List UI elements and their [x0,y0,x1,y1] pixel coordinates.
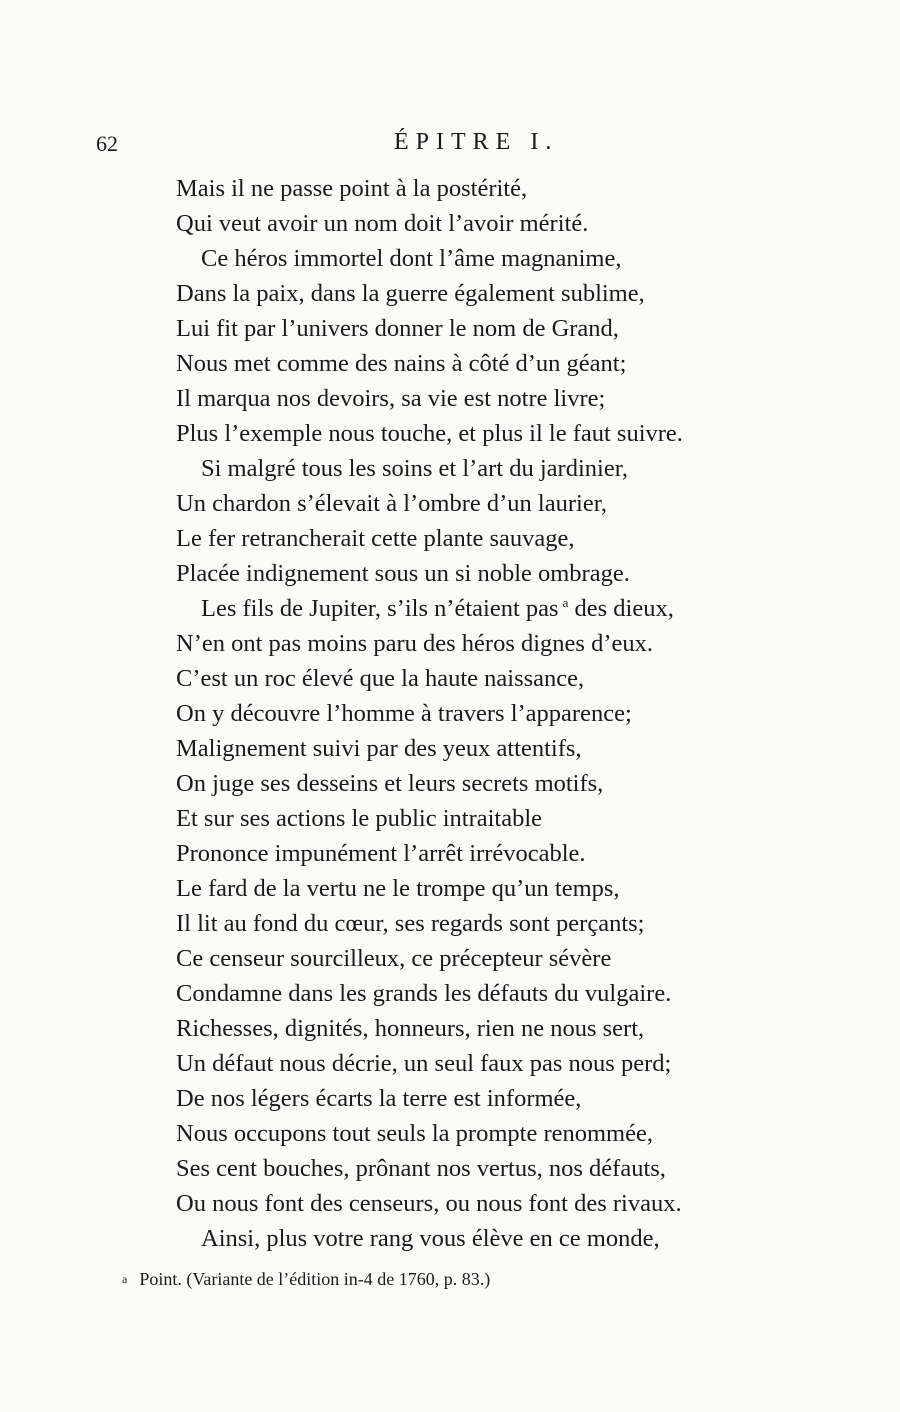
verse-line [176,1116,653,1151]
verse-line [201,451,628,486]
verse-line [176,906,644,941]
footnote-text: Point. (Variante de l’édition in-4 de 1760, p. 83.) [139,1269,491,1289]
verse-text: Ou nous font des censeurs, ou nous font des rivaux. [176,1190,682,1217]
verse-line [176,556,630,591]
verse-text: Un chardon s’élevait à l’ombre d’un laurier, [176,490,607,517]
verse-text: Ce héros immortel dont l’âme magnanime, [201,245,622,272]
verse-text-continued: des dieux, [568,595,674,622]
verse-text: Il marqua nos devoirs, sa vie est notre livre; [176,385,606,412]
verse-text: C’est un roc élevé que la haute naissance, [176,665,585,692]
verse-line [176,521,575,556]
verse-line [176,486,607,521]
verse-line [176,766,603,801]
verse-line [176,1151,666,1186]
verse-text: De nos légers écarts la terre est informée, [176,1085,582,1112]
verse-line [176,381,605,416]
verse-text: Prononce impunément l’arrêt irrévocable. [176,840,586,867]
verse-line [176,941,611,976]
verse-text: On juge ses desseins et leurs secrets motifs, [176,770,604,797]
verse-text: Ses cent bouches, prônant nos vertus, nos défauts, [176,1155,666,1182]
verse-line [201,591,674,626]
verse-line [201,241,621,276]
verse-line [201,1221,660,1256]
verse-text: Plus l’exemple nous touche, et plus il le faut suivre. [176,420,683,447]
verse-text: Les fils de Jupiter, s’ils n’étaient pas [201,595,559,622]
verse-line [176,346,626,381]
verse-text: Et sur ses actions le public intraitable [176,805,543,832]
verse-text: Dans la paix, dans la guerre également sublime, [176,280,645,307]
verse-line [176,311,619,346]
running-title: ÉPITRE I. [394,129,559,155]
verse-text: Nous occupons tout seuls la prompte renommée, [176,1120,653,1147]
verse-line [176,1186,682,1221]
verse-text: Richesses, dignités, honneurs, rien ne nous sert, [176,1015,645,1042]
verse-line [176,696,632,731]
verse-text: Un défaut nous décrie, un seul faux pas nous perd; [176,1050,672,1077]
verse-line [176,661,584,696]
verse-text: Le fard de la vertu ne le trompe qu’un temps, [176,875,620,902]
verse-line [176,1011,644,1046]
verse-line [176,206,588,241]
verse-line [176,976,671,1011]
verse-text: Lui fit par l’univers donner le nom de Grand, [176,315,619,342]
verse-text: Ainsi, plus votre rang vous élève en ce monde, [201,1225,660,1252]
verse-text: Placée indignement sous un si noble ombrage. [176,560,630,587]
verse-text: Qui veut avoir un nom doit l’avoir mérité. [176,210,589,237]
verse-text: Nous met comme des nains à côté d’un géant; [176,350,627,377]
verse-line [176,626,653,661]
footnote-mark: a [122,1272,128,1286]
verse-text: Mais il ne passe point à la postérité, [176,175,528,202]
verse-line [176,276,645,311]
verse-text: Il lit au fond du cœur, ses regards sont perçants; [176,910,645,937]
footnote [122,1267,490,1291]
verse-line [176,1046,671,1081]
verse-line [176,836,586,871]
verse-text: Si malgré tous les soins et l’art du jardinier, [201,455,629,482]
verse-line [176,871,620,906]
verse-text: Condamne dans les grands les défauts du vulgaire. [176,980,672,1007]
verse-line [176,801,542,836]
verse-text: On y découvre l’homme à travers l’apparence; [176,700,632,727]
verse-text: Le fer retrancherait cette plante sauvage, [176,525,575,552]
verse-text: Ce censeur sourcilleux, ce précepteur sévère [176,945,612,972]
verse-line [176,731,582,766]
verse-line [176,1081,581,1116]
page-number: 62 [96,131,118,156]
verse-text: Malignement suivi par des yeux attentifs, [176,735,582,762]
verse-text: N’en ont pas moins paru des héros dignes d’eux. [176,630,653,657]
verse-line [176,171,527,206]
verse-line [176,416,683,451]
footnote-reference: a [562,595,569,610]
